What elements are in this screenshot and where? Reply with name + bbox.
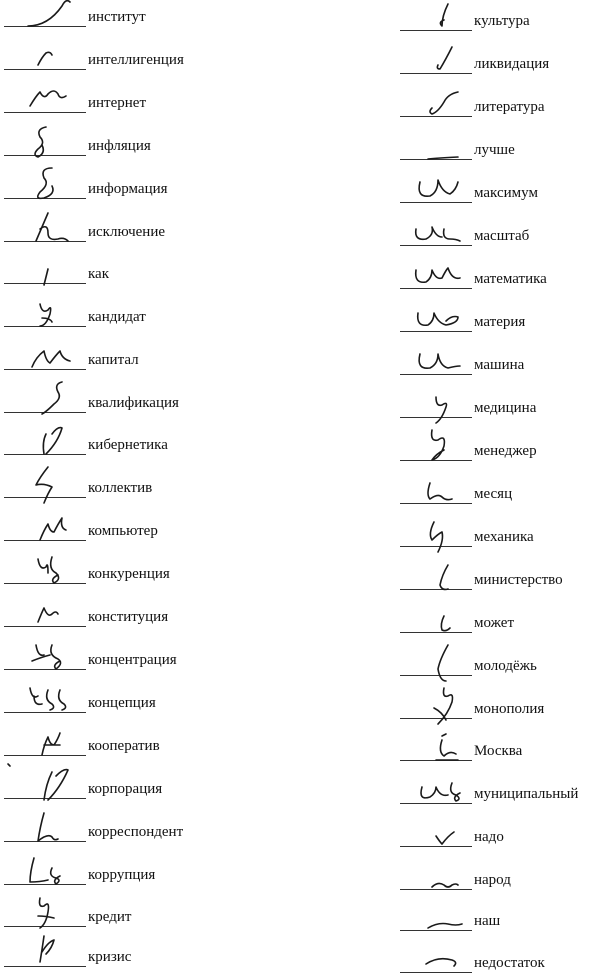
word-label: ликвидация: [474, 56, 550, 72]
word-label: максимум: [474, 185, 538, 201]
word-label: коррупция: [88, 867, 156, 883]
word-label: концентрация: [88, 652, 177, 668]
entry-korporatsiya: [0, 778, 300, 806]
entry-monopoliya: [398, 698, 612, 726]
shorthand-sign: [408, 726, 468, 766]
shorthand-sign: [18, 506, 78, 546]
entry-kollektiv: [0, 477, 300, 505]
word-label: может: [474, 615, 514, 631]
word-label: месяц: [474, 486, 513, 502]
shorthand-sign: [18, 678, 78, 718]
entry-kak: [0, 263, 300, 291]
word-label: конституция: [88, 609, 169, 625]
word-label: концепция: [88, 695, 156, 711]
shorthand-sign: [18, 335, 78, 375]
word-label: культура: [474, 13, 530, 29]
word-label: масштаб: [474, 228, 530, 244]
word-label: монополия: [474, 701, 545, 717]
shorthand-sign: [408, 469, 468, 509]
word-label: муниципальный: [474, 786, 579, 802]
word-label: молодёжь: [474, 658, 537, 674]
entry-isklyuchenie: [0, 221, 300, 249]
entry-nado: [398, 826, 612, 854]
shorthand-sign: [408, 254, 468, 294]
shorthand-sign: [18, 807, 78, 847]
entry-likvidatsiya: [398, 53, 612, 81]
shorthand-sign: [408, 211, 468, 251]
word-label: кредит: [88, 909, 132, 925]
shorthand-sign: [408, 340, 468, 380]
entry-mesyats: [398, 483, 612, 511]
shorthand-sign: [408, 39, 468, 79]
shorthand-sign: [18, 463, 78, 503]
entry-kibernetika: [0, 434, 300, 462]
entry-intelligentsiya: [0, 49, 300, 77]
word-label: математика: [474, 271, 547, 287]
shorthand-sign: [18, 721, 78, 761]
shorthand-sign: [408, 938, 468, 978]
entry-informatsiya: [0, 178, 300, 206]
entry-menedzher: [398, 440, 612, 468]
word-label: кризис: [88, 949, 132, 965]
word-label: коллектив: [88, 480, 153, 496]
entry-kompyuter: [0, 520, 300, 548]
shorthand-sign: [408, 769, 468, 809]
word-label: компьютер: [88, 523, 158, 539]
word-label: литература: [474, 99, 545, 115]
shorthand-sign: [18, 378, 78, 418]
shorthand-sign: [408, 0, 468, 36]
shorthand-sign: [18, 0, 78, 32]
word-label: надо: [474, 829, 504, 845]
shorthand-sign: [18, 78, 78, 118]
word-label: наш: [474, 913, 501, 929]
shorthand-sign: [408, 82, 468, 122]
shorthand-sign: [408, 855, 468, 895]
entry-konstitutsiya: [0, 606, 300, 634]
word-label: недостаток: [474, 955, 545, 971]
word-label: информация: [88, 181, 168, 197]
word-label: конкуренция: [88, 566, 170, 582]
word-label: исключение: [88, 224, 166, 240]
word-label: капитал: [88, 352, 139, 368]
word-label: кандидат: [88, 309, 146, 325]
word-label: корреспондент: [88, 824, 184, 840]
shorthand-sign: [18, 121, 78, 161]
entry-moskva: [398, 740, 612, 768]
shorthand-sign: [18, 850, 78, 890]
entry-konkurentsiya: [0, 563, 300, 591]
shorthand-sign: [18, 892, 78, 932]
word-label: машина: [474, 357, 525, 373]
shorthand-sign: [18, 207, 78, 247]
entry-meditsina: [398, 397, 612, 425]
entry-kredit: [0, 906, 300, 934]
entry-luchshe: [398, 139, 612, 167]
word-label: материя: [474, 314, 526, 330]
word-label: механика: [474, 529, 534, 545]
entry-mashina: [398, 354, 612, 382]
entry-materiya: [398, 311, 612, 339]
word-label: менеджер: [474, 443, 537, 459]
entry-kandidat: [0, 306, 300, 334]
shorthand-sign: [408, 125, 468, 165]
entry-molodezh: [398, 655, 612, 683]
entry-kontsentratsiya: [0, 649, 300, 677]
shorthand-sign: [408, 168, 468, 208]
entry-literatura: [398, 96, 612, 124]
entry-korruptsiya: [0, 864, 300, 892]
entry-kooperativ: [0, 735, 300, 763]
shorthand-sign: [18, 249, 78, 289]
entry-kapital: [0, 349, 300, 377]
entry-munitsipalnyy: [398, 783, 612, 811]
shorthand-sign: [18, 635, 78, 675]
shorthand-sign: [408, 896, 468, 936]
word-label: лучше: [474, 142, 515, 158]
word-label: инфляция: [88, 138, 151, 154]
entry-mekhanika: [398, 526, 612, 554]
shorthand-sign: [18, 164, 78, 204]
entry-internet: [0, 92, 300, 120]
entry-masshtab: [398, 225, 612, 253]
word-label: интернет: [88, 95, 147, 111]
word-label: министерство: [474, 572, 563, 588]
word-label: народ: [474, 872, 511, 888]
shorthand-sign: [18, 549, 78, 589]
shorthand-sign: [18, 764, 78, 804]
word-label: интеллигенция: [88, 52, 184, 68]
shorthand-sign: [408, 598, 468, 638]
shorthand-sign: [408, 426, 468, 466]
entry-maksimum: [398, 182, 612, 210]
word-label: кооператив: [88, 738, 160, 754]
shorthand-sign: [408, 555, 468, 595]
entry-ministerstvo: [398, 569, 612, 597]
shorthand-sign: [408, 512, 468, 552]
entry-matematika: [398, 268, 612, 296]
word-label: как: [88, 266, 110, 282]
entry-institut: [0, 6, 300, 34]
shorthand-sign: [18, 35, 78, 75]
entry-inflyatsiya: [0, 135, 300, 163]
word-label: корпорация: [88, 781, 163, 797]
shorthand-sign: [408, 812, 468, 852]
word-label: квалификация: [88, 395, 179, 411]
entry-korrespondent: [0, 821, 300, 849]
shorthand-sign: [18, 420, 78, 460]
word-label: институт: [88, 9, 146, 25]
entry-nash: [398, 910, 612, 938]
shorthand-sign: [18, 932, 78, 972]
shorthand-sign: [408, 297, 468, 337]
word-label: медицина: [474, 400, 537, 416]
word-label: кибернетика: [88, 437, 168, 453]
entry-kontseptsiya: [0, 692, 300, 720]
word-label: Москва: [474, 743, 523, 759]
entry-narod: [398, 869, 612, 897]
entry-kultura: [398, 10, 612, 38]
entry-krizis: [0, 946, 300, 974]
shorthand-sign: [408, 684, 468, 724]
shorthand-sign: [408, 641, 468, 681]
shorthand-sign: [18, 592, 78, 632]
entry-mozhet: [398, 612, 612, 640]
entry-kvalifikatsiya: [0, 392, 300, 420]
shorthand-sign: [18, 292, 78, 332]
shorthand-sign: [408, 383, 468, 423]
